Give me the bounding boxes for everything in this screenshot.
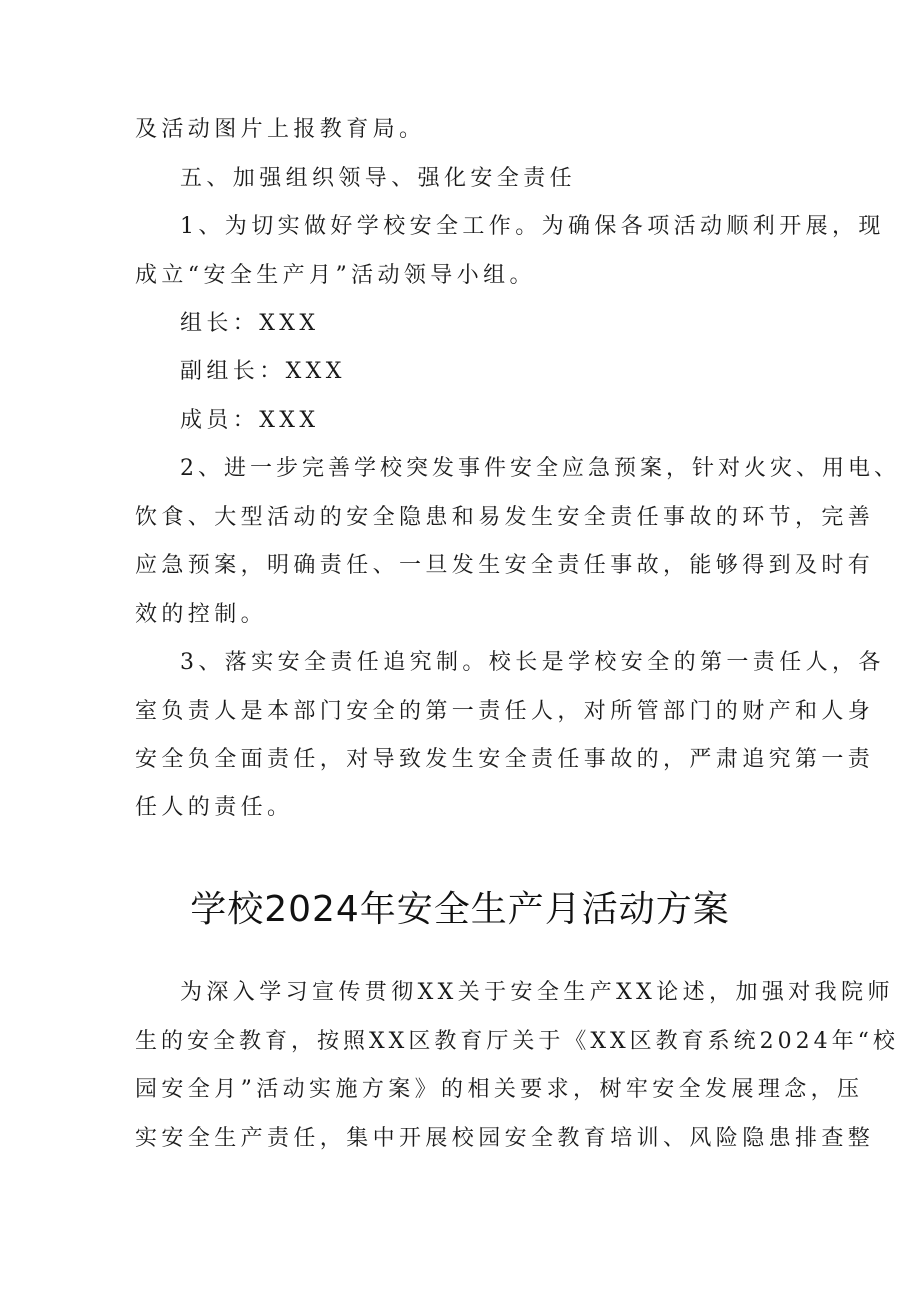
intro-line: 生的安全教育，按照XX区教育厅关于《XX区教育系统2024年“校 bbox=[135, 1029, 899, 1054]
text-line: 安全负全面责任，对导致发生安全责任事故的，严肃追究第一责 bbox=[135, 747, 875, 772]
text-line: 任人的责任。 bbox=[135, 795, 294, 820]
text-line: 室负责人是本部门安全的第一责任人，对所管部门的财产和人身 bbox=[135, 699, 875, 724]
intro-line: 园安全月”活动实施方案》的相关要求，树牢安全发展理念，压 bbox=[135, 1077, 864, 1102]
section-heading: 五、加强组织领导、强化安全责任 bbox=[180, 166, 577, 191]
text-line: 及活动图片上报教育局。 bbox=[135, 117, 426, 142]
text-line: 2、进一步完善学校突发事件安全应急预案，针对火灾、用电、 bbox=[180, 456, 900, 481]
text-line: 3、落实安全责任追究制。校长是学校安全的第一责任人，各 bbox=[180, 650, 885, 675]
member-line: 成员：XXX bbox=[180, 408, 320, 433]
intro-line: 实安全生产责任，集中开展校园安全教育培训、风险隐患排查整 bbox=[135, 1126, 875, 1151]
text-line: 应急预案，明确责任、一旦发生安全责任事故，能够得到及时有 bbox=[135, 553, 875, 578]
deputy-leader-line: 副组长：XXX bbox=[180, 359, 346, 384]
intro-line: 为深入学习宣传贯彻XX关于安全生产XX论述，加强对我院师 bbox=[180, 980, 894, 1005]
document-title: 学校2024年安全生产月活动方案 bbox=[190, 889, 730, 930]
text-line: 效的控制。 bbox=[135, 602, 268, 627]
leader-line: 组长：XXX bbox=[180, 311, 320, 336]
text-line: 1、为切实做好学校安全工作。为确保各项活动顺利开展，现 bbox=[180, 214, 885, 239]
text-line: 成立“安全生产月”活动领导小组。 bbox=[135, 263, 536, 288]
text-line: 饮食、大型活动的安全隐患和易发生安全责任事故的环节，完善 bbox=[135, 505, 875, 530]
